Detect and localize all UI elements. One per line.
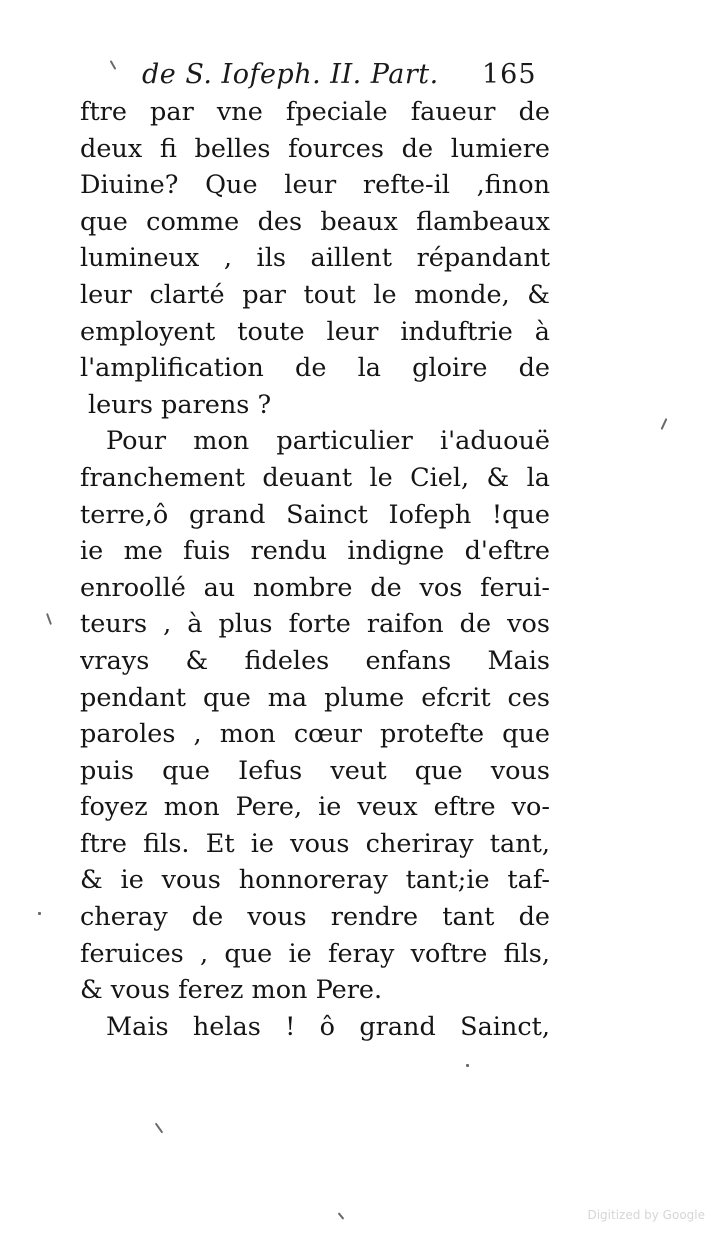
text-line: cheray de vous rendre tant de — [80, 902, 550, 933]
text-line: ftre fils. Et ie vous cheriray tant, — [80, 828, 550, 859]
text-line: vrays & fideles enfans Mais — [80, 645, 550, 676]
scan-speck — [38, 912, 41, 915]
text-line: terre,ô grand Sainct Iofeph !que — [80, 499, 550, 530]
text-line: que comme des beaux flambeaux — [80, 206, 550, 237]
text-line: lumineux , ils aillent répandant — [80, 243, 550, 274]
running-head-title: de S. Iofeph. II. Part. — [142, 59, 439, 90]
text-line: franchement deuant le Ciel, & la — [80, 462, 550, 493]
body-text — [80, 94, 550, 1045]
text-line: foyez mon Pere, ie veux eftre vo- — [80, 792, 550, 823]
text-line: ie me fuis rendu indigne d'eftre — [80, 536, 550, 567]
text-line: & vous ferez mon Pere. — [80, 975, 383, 1006]
text-line: l'amplification de la gloire de — [80, 353, 550, 384]
text-line: deux fi belles fources de lumiere — [80, 133, 550, 164]
text-line: employent toute leur induftrie à — [80, 316, 550, 347]
text-line: leur clarté par tout le monde, & — [80, 279, 550, 310]
text-line: & ie vous honnoreray tant;ie taf- — [80, 865, 550, 896]
page-number: 165 — [482, 59, 537, 90]
text-line: Diuine? Que leur refte-il ,finon — [80, 170, 550, 201]
scan-speck — [338, 1212, 345, 1219]
text-line: enroollé au nombre de vos ferui- — [80, 572, 550, 603]
text-line: leurs parens ? — [88, 389, 272, 420]
scan-speck — [110, 60, 117, 70]
paragraph-start-line: Pour mon particulier i'aduouë — [106, 426, 550, 457]
scan-speck — [46, 613, 52, 625]
scan-speck — [661, 418, 668, 430]
scan-speck — [466, 1064, 469, 1067]
running-head — [142, 56, 562, 94]
text-line: paroles , mon cœur protefte que — [80, 719, 550, 750]
text-line: ftre par vne fpeciale faueur de — [80, 97, 550, 127]
text-line: feruices , que ie feray voftre fils, — [80, 938, 550, 969]
paragraph-start-line: Mais helas ! ô grand Sainct, — [106, 1011, 550, 1042]
text-line: pendant que ma plume efcrit ces — [80, 682, 550, 713]
text-line: puis que Iefus veut que vous — [80, 755, 550, 786]
digitization-watermark: Digitized by Google — [587, 1208, 705, 1222]
text-line: teurs , à plus forte raifon de vos — [80, 609, 550, 640]
scan-speck — [155, 1123, 164, 1134]
